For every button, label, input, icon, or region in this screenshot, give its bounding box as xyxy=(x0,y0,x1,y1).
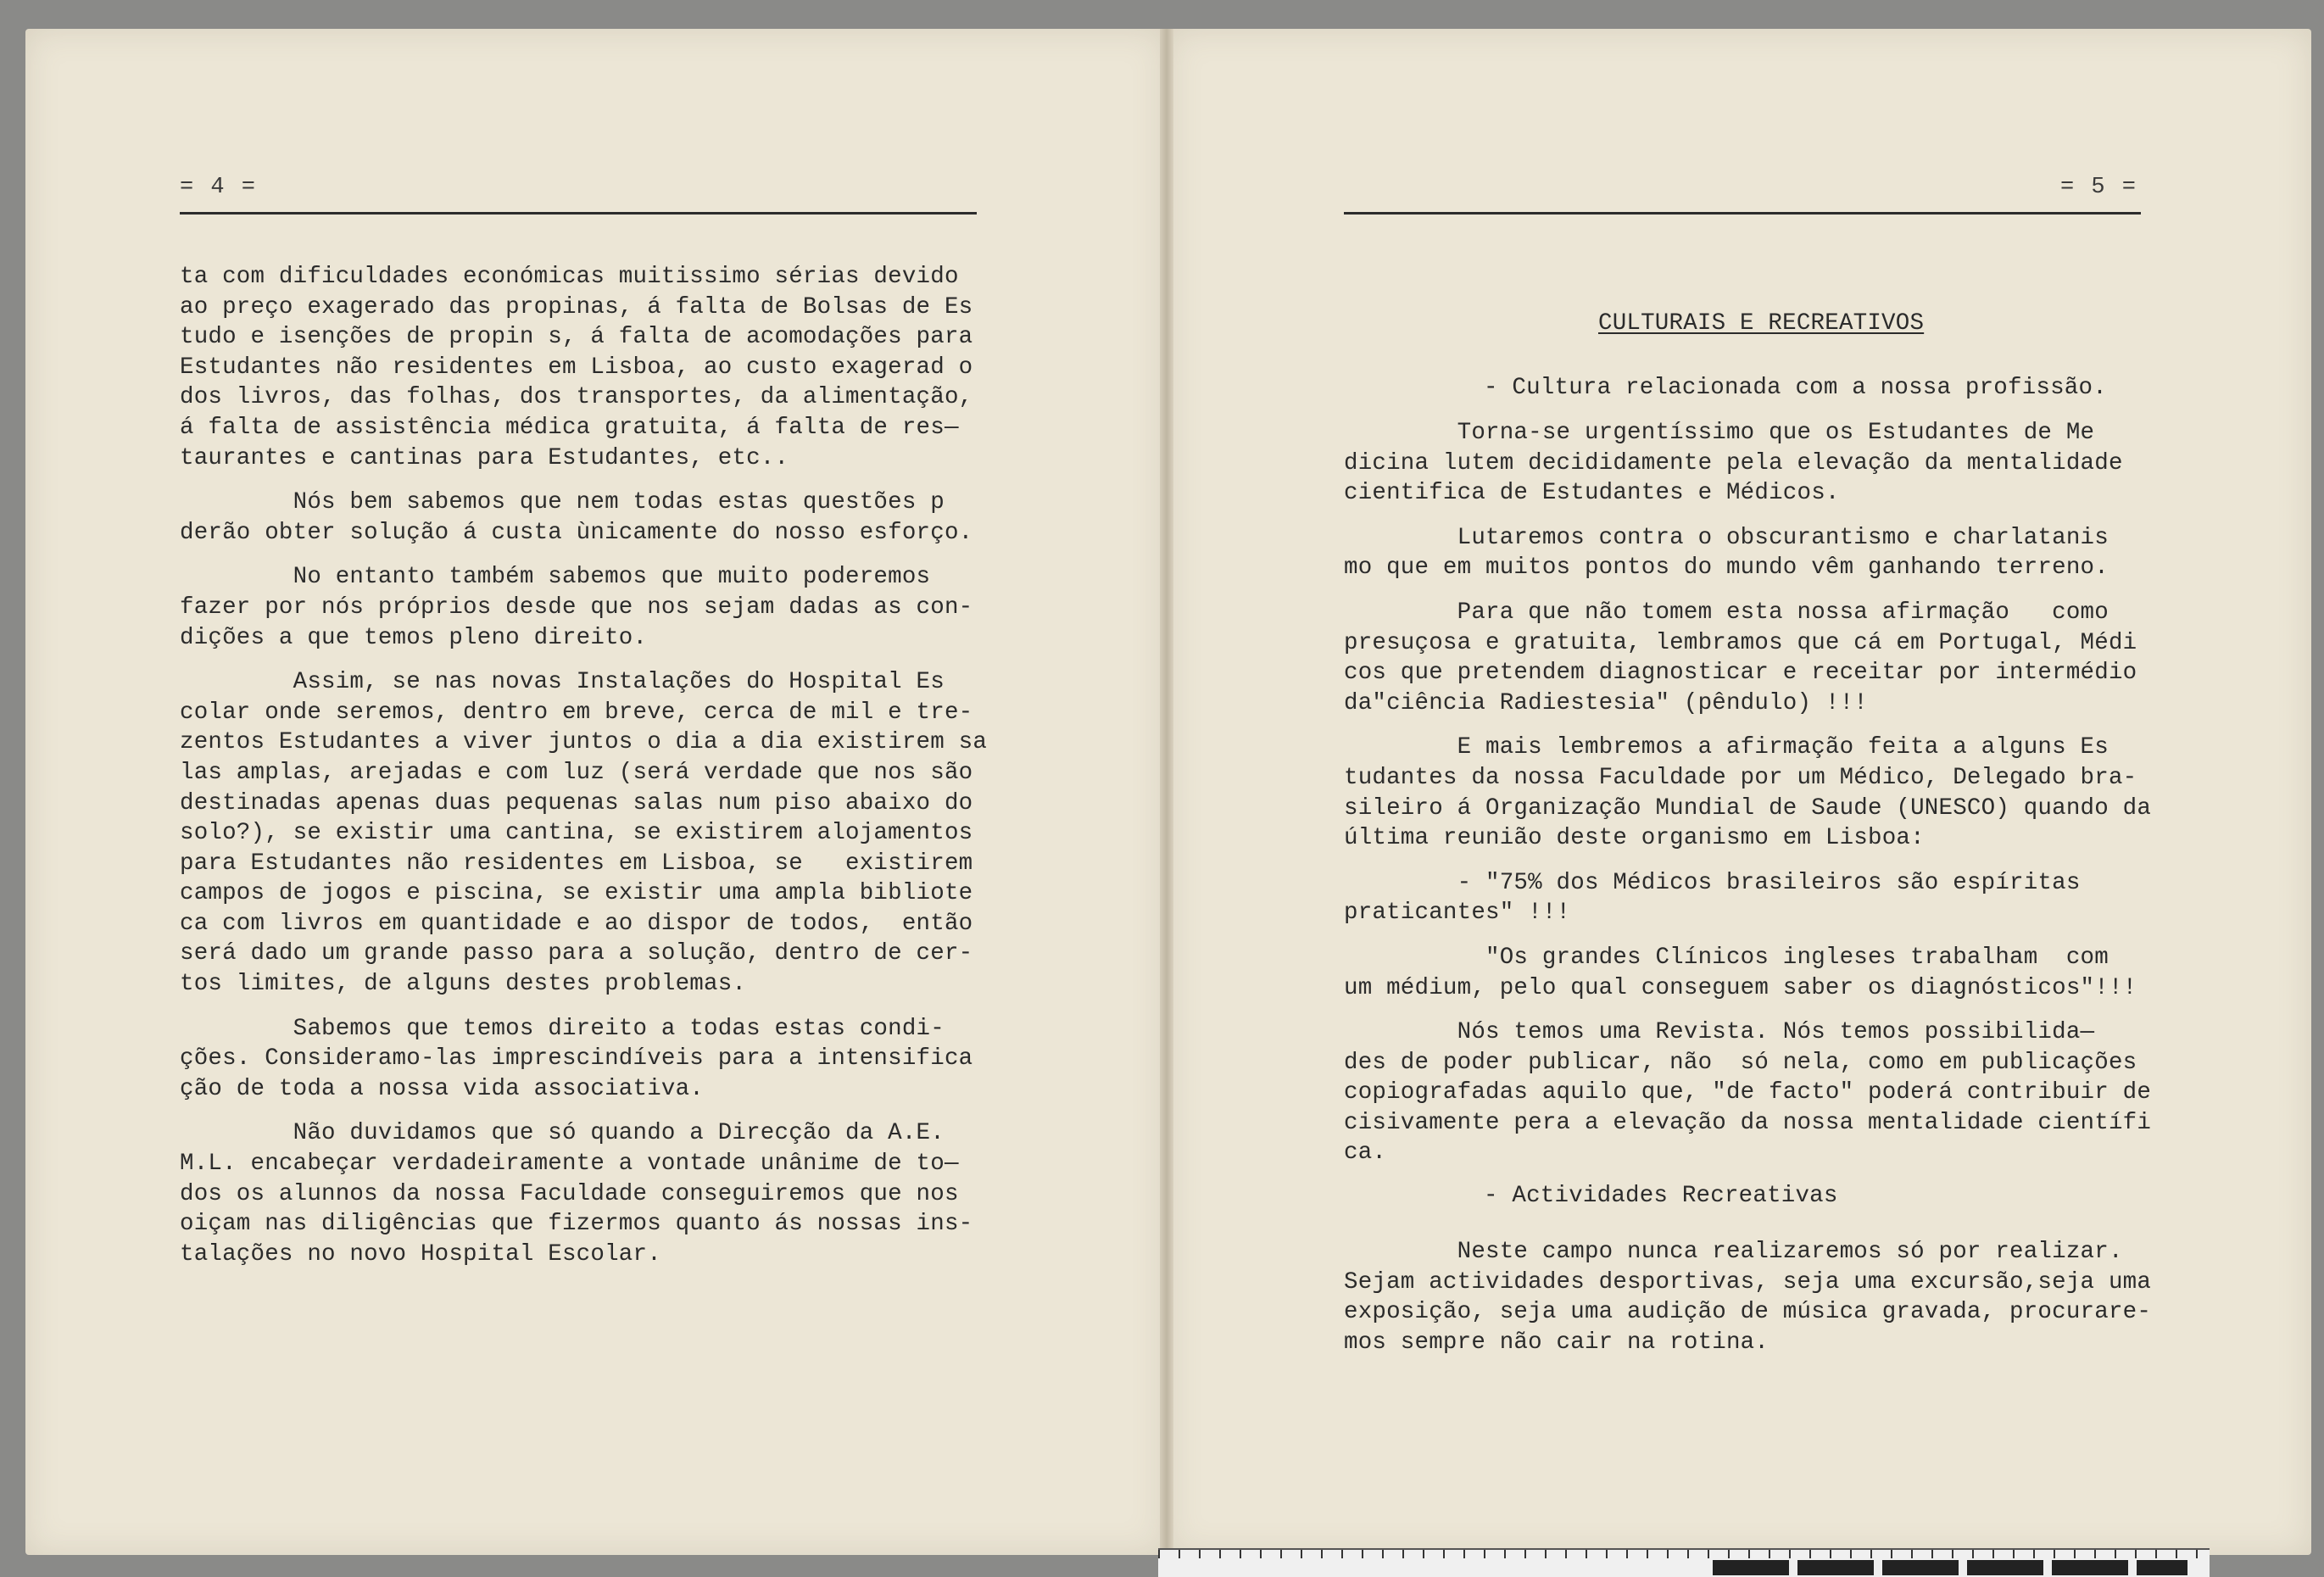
text-line: destinadas apenas duas pequenas salas num piso abaixo do xyxy=(180,789,973,816)
text-line: mo que em muitos pontos do mundo vêm ganhando terreno. xyxy=(1344,554,2109,582)
text-line: Lutaremos contra o obscurantismo e charlatanis xyxy=(1344,524,2109,551)
text-line: Neste campo nunca realizaremos só por realizar. xyxy=(1344,1239,2123,1265)
subsection-recreation-text: - Actividades Recreativas xyxy=(1484,1183,1838,1209)
text-line: talações no novo Hospital Escolar. xyxy=(180,1240,661,1268)
left-page-text xyxy=(180,262,987,1269)
text-line: tos limites, de alguns destes problemas. xyxy=(180,971,747,998)
section-title-text: CULTURAIS E RECREATIVOS xyxy=(1598,310,1925,337)
text-line: campos de jogos e piscina, se existir uma ampla bibliote xyxy=(180,880,973,907)
text-line: tudo e isenções de propin s, á falta de acomodações para xyxy=(180,324,973,351)
left-page-number: = 4 = xyxy=(180,175,258,200)
text-line: dos livros, das folhas, dos transportes, da alimentação, xyxy=(180,384,973,411)
text-line: derão obter solução á custa ùnicamente do nosso esforço. xyxy=(180,519,973,546)
paragraph-gap xyxy=(180,548,987,562)
text-line: será dado um grande passo para a solução, dentro de cer- xyxy=(180,940,973,967)
text-line: tudantes da nossa Faculdade por um Médico, Delegado bra- xyxy=(1344,764,2137,791)
text-line: um médium, pelo qual conseguem saber os diagnósticos"!!! xyxy=(1344,974,2137,1001)
text-line: Para que não tomem esta nossa afirmação como xyxy=(1344,599,2109,626)
text-line: E mais lembremos a afirmação feita a alguns Es xyxy=(1344,734,2109,761)
right-page-number: = 5 = xyxy=(2060,175,2138,200)
text-line: Nós temos uma Revista. Nós temos possibilida— xyxy=(1344,1019,2095,1046)
text-line: Sabemos que temos direito a todas estas condi- xyxy=(180,1015,945,1042)
text-line: presuçosa e gratuita, lembramos que cá em Portugal, Médi xyxy=(1344,629,2137,656)
text-line: Torna-se urgentíssimo que os Estudantes de Me xyxy=(1344,420,2095,446)
subsection-culture-text: - Cultura relacionada com a nossa profissão. xyxy=(1484,375,2107,401)
text-line: mos sempre não cair na rotina. xyxy=(1344,1329,1769,1356)
text-line: copiografadas aquilo que, "de facto" poderá contribuir de xyxy=(1344,1079,2152,1106)
text-line: ca com livros em quantidade e ao dispor de todos, então xyxy=(180,910,973,937)
subsection-culture xyxy=(1484,373,2107,404)
paragraph-gap xyxy=(180,653,987,667)
text-line: da"ciência Radiestesia" (pêndulo) !!! xyxy=(1344,689,1868,716)
paragraph-gap xyxy=(1344,718,2151,733)
text-line: ao preço exagerado das propinas, á falta de Bolsas de Es xyxy=(180,293,973,320)
paragraph-gap xyxy=(1344,1003,2151,1017)
text-line: Estudantes não residentes em Lisboa, ao custo exagerad o xyxy=(180,354,973,381)
text-line: cisivamente pera a elevação da nossa mentalidade científi xyxy=(1344,1109,2152,1136)
paragraph-gap xyxy=(1344,509,2151,523)
text-line: Não duvidamos que só quando a Direcção da A.E. xyxy=(180,1120,945,1147)
text-line: fazer por nós próprios desde que nos sejam dadas as con- xyxy=(180,593,973,621)
subsection-recreation xyxy=(1484,1181,1838,1212)
text-line: taurantes e cantinas para Estudantes, etc.. xyxy=(180,444,789,471)
paragraph-gap xyxy=(1344,928,2151,943)
text-line: ca. xyxy=(1344,1140,1387,1167)
text-line: M.L. encabeçar verdadeiramente a vontade unânime de to— xyxy=(180,1151,959,1178)
text-line: dicina lutem decididamente pela elevação da mentalidade xyxy=(1344,449,2123,476)
text-line: para Estudantes não residentes em Lisboa, se existirem xyxy=(180,850,973,877)
right-page-text-1 xyxy=(1344,418,2151,1168)
paragraph-gap xyxy=(1344,583,2151,598)
text-line: Sejam actividades desportivas, seja uma excursão,seja uma xyxy=(1344,1268,2152,1296)
text-line: oiçam nas diligências que fizermos quanto ás nossas ins- xyxy=(180,1211,973,1238)
paragraph-gap xyxy=(180,1000,987,1014)
text-line: "Os grandes Clínicos ingleses trabalham com xyxy=(1344,944,2109,971)
text-line: exposição, seja uma audição de música gravada, procurare- xyxy=(1344,1299,2152,1326)
paragraph-gap xyxy=(180,1104,987,1118)
paragraph-gap xyxy=(1344,854,2151,868)
text-line: cientifica de Estudantes e Médicos. xyxy=(1344,480,1840,507)
text-line: Assim, se nas novas Instalações do Hospital Es xyxy=(180,669,945,696)
text-line: Nós bem sabemos que nem todas estas questões p xyxy=(180,489,945,516)
scale-ruler-bars xyxy=(1713,1560,2187,1575)
text-line: sileiro á Organização Mundial de Saude (UNESCO) quando da xyxy=(1344,794,2152,822)
paragraph-gap xyxy=(180,473,987,488)
text-line: praticantes" !!! xyxy=(1344,900,1571,927)
text-line: última reunião deste organismo em Lisboa: xyxy=(1344,825,1925,852)
section-title xyxy=(1598,309,1924,339)
text-line: colar onde seremos, dentro em breve, cerca de mil e tre- xyxy=(180,699,973,726)
text-line: des de poder publicar, não só nela, como em publicações xyxy=(1344,1049,2137,1076)
text-line: ções. Consideramo-las imprescindíveis para a intensifica xyxy=(180,1045,973,1073)
text-line: solo?), se existir uma cantina, se existirem alojamentos xyxy=(180,820,973,847)
text-line: No entanto também sabemos que muito poderemos xyxy=(180,564,931,591)
text-line: las amplas, arejadas e com luz (será verdade que nos são xyxy=(180,759,973,786)
right-header-rule xyxy=(1344,212,2141,215)
text-line: dos os alunnos da nossa Faculdade conseguiremos que nos xyxy=(180,1180,959,1207)
text-line: ção de toda a nossa vida associativa. xyxy=(180,1075,704,1102)
left-header-rule xyxy=(180,212,977,215)
text-line: - "75% dos Médicos brasileiros são espíritas xyxy=(1344,869,2081,896)
text-line: á falta de assistência médica gratuita, á falta de res— xyxy=(180,414,959,441)
text-line: dições a que temos pleno direito. xyxy=(180,624,648,651)
text-line: zentos Estudantes a viver juntos o dia a dia existirem sa xyxy=(180,729,988,756)
right-page-text-2 xyxy=(1344,1237,2151,1357)
book-gutter xyxy=(1160,29,1173,1555)
text-line: cos que pretendem diagnosticar e receitar por intermédio xyxy=(1344,660,2137,687)
text-line: ta com dificuldades económicas muitissimo sérias devido xyxy=(180,264,959,290)
